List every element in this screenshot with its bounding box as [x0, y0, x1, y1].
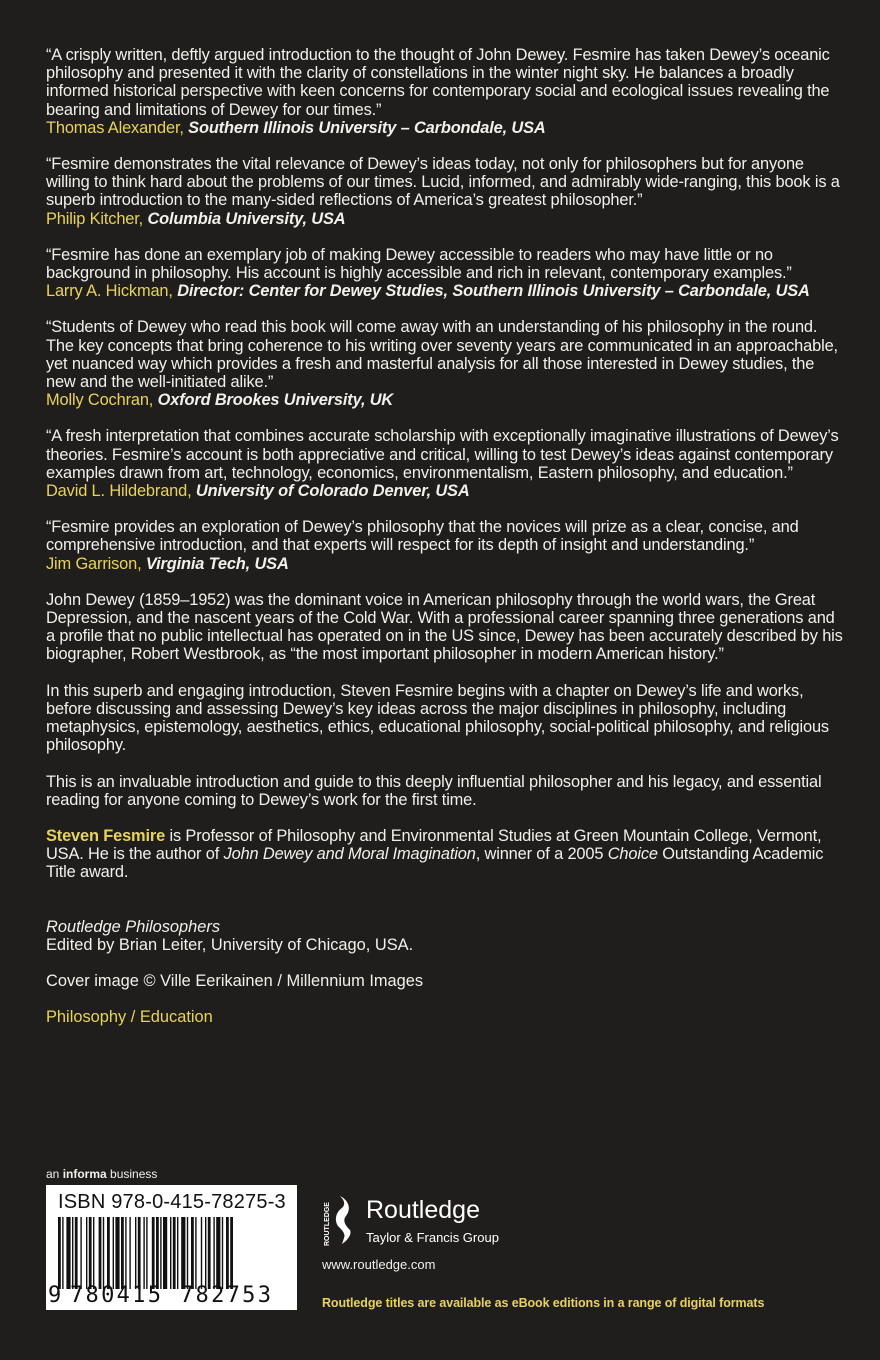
informa-brand: informa — [62, 1167, 107, 1181]
endorser-affiliation: Columbia University, USA — [147, 209, 346, 228]
endorser-name: Philip Kitcher, — [46, 209, 144, 228]
award-name: Choice — [607, 845, 658, 864]
endorser-affiliation: Southern Illinois University – Carbondale, USA — [188, 118, 546, 137]
back-cover-text — [46, 46, 846, 1026]
endorsement — [46, 46, 846, 137]
endorsement-quote: “Fesmire provides an exploration of Dewey’s philosophy that the novices will prize as a clear, concise, and comprehensive introduction, and that experts will respect for its depth of insight and understanding.” — [46, 518, 799, 555]
endorsement — [46, 155, 846, 228]
barcode-bar — [86, 1217, 87, 1289]
barcode-bar — [62, 1217, 63, 1289]
barcode-bar — [93, 1217, 94, 1289]
barcode-bars — [58, 1217, 284, 1289]
endorsement-quote: “A crisply written, deftly argued introduction to the thought of John Dewey. Fesmire has taken Dewey’s oceanic philosophy and presented it with the clarity of constellations in the winter night sky. He balances a broadly informed historical perspective with keen concerns for contemporary social and ecological issues revealing the bearing and limitations of Dewey for our times.” — [46, 46, 830, 119]
book-title: John Dewey and Moral Imagination — [223, 845, 476, 864]
barcode-bar — [226, 1217, 229, 1289]
series-info — [46, 918, 846, 954]
barcode-digit-group: 780415 — [70, 1283, 164, 1308]
publisher-name: Routledge — [366, 1196, 480, 1224]
endorsement-quote: “Students of Dewey who read this book will come away with an understanding of his philosophy in the round. The key concepts that bring coherence to his writing over seventy years are communicated in an approachable, yet nuanced way which provides a fresh and masterful analysis for all those interested in Dewey studies, the new and the well-initiated alike.” — [46, 318, 838, 392]
description-paragraph: This is an invaluable introduction and guide to this deeply influential philosopher and his legacy, and essential reading for anyone coming to Dewey’s work for the first time. — [46, 772, 822, 809]
endorser-name: Larry A. Hickman, — [46, 282, 173, 301]
barcode-bar — [89, 1217, 92, 1289]
barcode-bar — [135, 1217, 136, 1289]
barcode-bar — [125, 1217, 126, 1289]
endorsement — [46, 318, 846, 409]
barcode-bar — [195, 1217, 196, 1289]
barcode-bar — [152, 1217, 155, 1289]
endorsement-quote: “A fresh interpretation that combines accurate scholarship with exceptionally imaginative illustrations of Dewey’s theories. Fesmire’s account is both appreciative and critical, willing to test Dewey’s ideas against contemporary examples drawn from art, technology, economics, environmentalism, Eastern philosophy, and education.” — [46, 427, 839, 482]
author-name: Steven Fesmire — [46, 826, 166, 845]
endorser-affiliation: University of Colorado Denver, USA — [195, 482, 470, 501]
publisher-group: Taylor & Francis Group — [366, 1230, 499, 1245]
barcode-digit-group: 782753 — [180, 1283, 274, 1308]
ebook-note: Routledge titles are available as eBook editions in a range of digital formats — [322, 1296, 765, 1310]
publisher-logo — [322, 1192, 532, 1252]
barcode-bar — [170, 1217, 171, 1289]
endorser-affiliation: Oxford Brookes University, UK — [157, 391, 394, 410]
barcode-bar — [205, 1217, 206, 1289]
description-paragraph: In this superb and engaging introduction, Steven Fesmire begins with a chapter on Dewey’s life and works, before discussing and assessing Dewey’s key ideas across the major disciplines in philosophy, including metaphysics, epistemology, aesthetics, ethics, educational philosophy, social-political philosophy, and religious philosophy. — [46, 681, 829, 755]
barcode-bar — [222, 1217, 223, 1289]
barcode-bar — [230, 1217, 233, 1289]
description-paragraph: John Dewey (1859–1952) was the dominant voice in American philosophy through the world wars, the Great Depression, and the nascent years of the Cold War. With a professional career spanning three generations and a profile that no public intellectual has operated on in the US since, Dewey has been accurately described by his biographer, Robert Westbrook, as “the most important philosopher in modern American history.” — [46, 590, 843, 664]
barcode-bar — [213, 1217, 214, 1289]
barcode-bar — [80, 1217, 81, 1289]
endorser-name: Thomas Alexander, — [46, 118, 184, 137]
barcode-bar — [66, 1217, 70, 1289]
informa-tagline: an informa business — [46, 1167, 158, 1181]
isbn-label: ISBN 978-0-415-78275-3 — [58, 1191, 286, 1213]
series-name: Routledge Philosophers — [46, 917, 221, 936]
endorser-name: David L. Hildebrand, — [46, 482, 192, 501]
barcode-bar — [163, 1217, 167, 1289]
svg-text:ROUTLEDGE: ROUTLEDGE — [324, 1202, 331, 1246]
endorsement-quote: “Fesmire demonstrates the vital relevance of Dewey’s ideas today, not only for philosophers but for anyone willing to think hard about the problems of our times. Lucid, informed, and admirably wide-ranging, this book is a superb introduction to the many-sided reflections of America’s greatest philosopher.” — [46, 155, 840, 210]
cover-credit: Cover image © Ville Eerikainen / Millennium Images — [46, 971, 424, 990]
barcode-lead-digit: 9 — [48, 1283, 62, 1308]
barcode-bar — [191, 1217, 194, 1289]
endorsement — [46, 518, 846, 573]
barcode-bar — [138, 1217, 141, 1289]
endorsement-quote: “Fesmire has done an exemplary job of making Dewey accessible to readers who may have little or no background in philosophy. His account is highly accessible and rich in relevant, contemporary examples.” — [46, 245, 792, 283]
barcode-bar — [173, 1217, 176, 1289]
barcode-bar — [107, 1217, 110, 1289]
endorsement — [46, 427, 846, 500]
endorser-affiliation: Director: Center for Dewey Studies, Southern Illinois University – Carbondale, USA — [177, 282, 810, 301]
endorser-name: Jim Garrison, — [46, 554, 142, 573]
barcode-bar — [181, 1217, 185, 1289]
barcode-bar — [143, 1217, 144, 1289]
barcode-bar — [58, 1217, 61, 1289]
barcode-bar — [146, 1217, 147, 1289]
subject-category: Philosophy / Education — [46, 1008, 213, 1027]
barcode-bar — [115, 1217, 119, 1289]
series-editor: Edited by Brian Leiter, University of Chicago, USA. — [46, 935, 414, 954]
isbn-barcode — [46, 1185, 297, 1310]
barcode-bar — [72, 1217, 73, 1289]
barcode-bar — [121, 1217, 124, 1289]
barcode-bar — [99, 1217, 102, 1289]
endorsement — [46, 246, 846, 301]
barcode-bar — [113, 1217, 114, 1289]
barcode-bar — [208, 1217, 211, 1289]
barcode-bar — [129, 1217, 130, 1289]
endorser-name: Molly Cochran, — [46, 391, 154, 410]
barcode-bar — [177, 1217, 178, 1289]
barcode-bar — [201, 1217, 202, 1289]
barcode-bar — [160, 1217, 161, 1289]
endorser-affiliation: Virginia Tech, USA — [145, 554, 289, 573]
publisher-url: www.routledge.com — [322, 1257, 436, 1272]
barcode-bar — [103, 1217, 104, 1289]
barcode-bar — [216, 1217, 220, 1289]
routledge-logo-icon — [322, 1194, 356, 1248]
barcode-bar — [187, 1217, 188, 1289]
barcode-bar — [75, 1217, 78, 1289]
barcode-bar — [156, 1217, 159, 1289]
author-bio: Steven Fesmire is Professor of Philosophy and Environmental Studies at Green Mountain College, Vermont, USA. He is the author of John Dewey and Moral Imagination, winner of a 2005 Choice Outstanding Academic Title award. — [46, 826, 824, 882]
